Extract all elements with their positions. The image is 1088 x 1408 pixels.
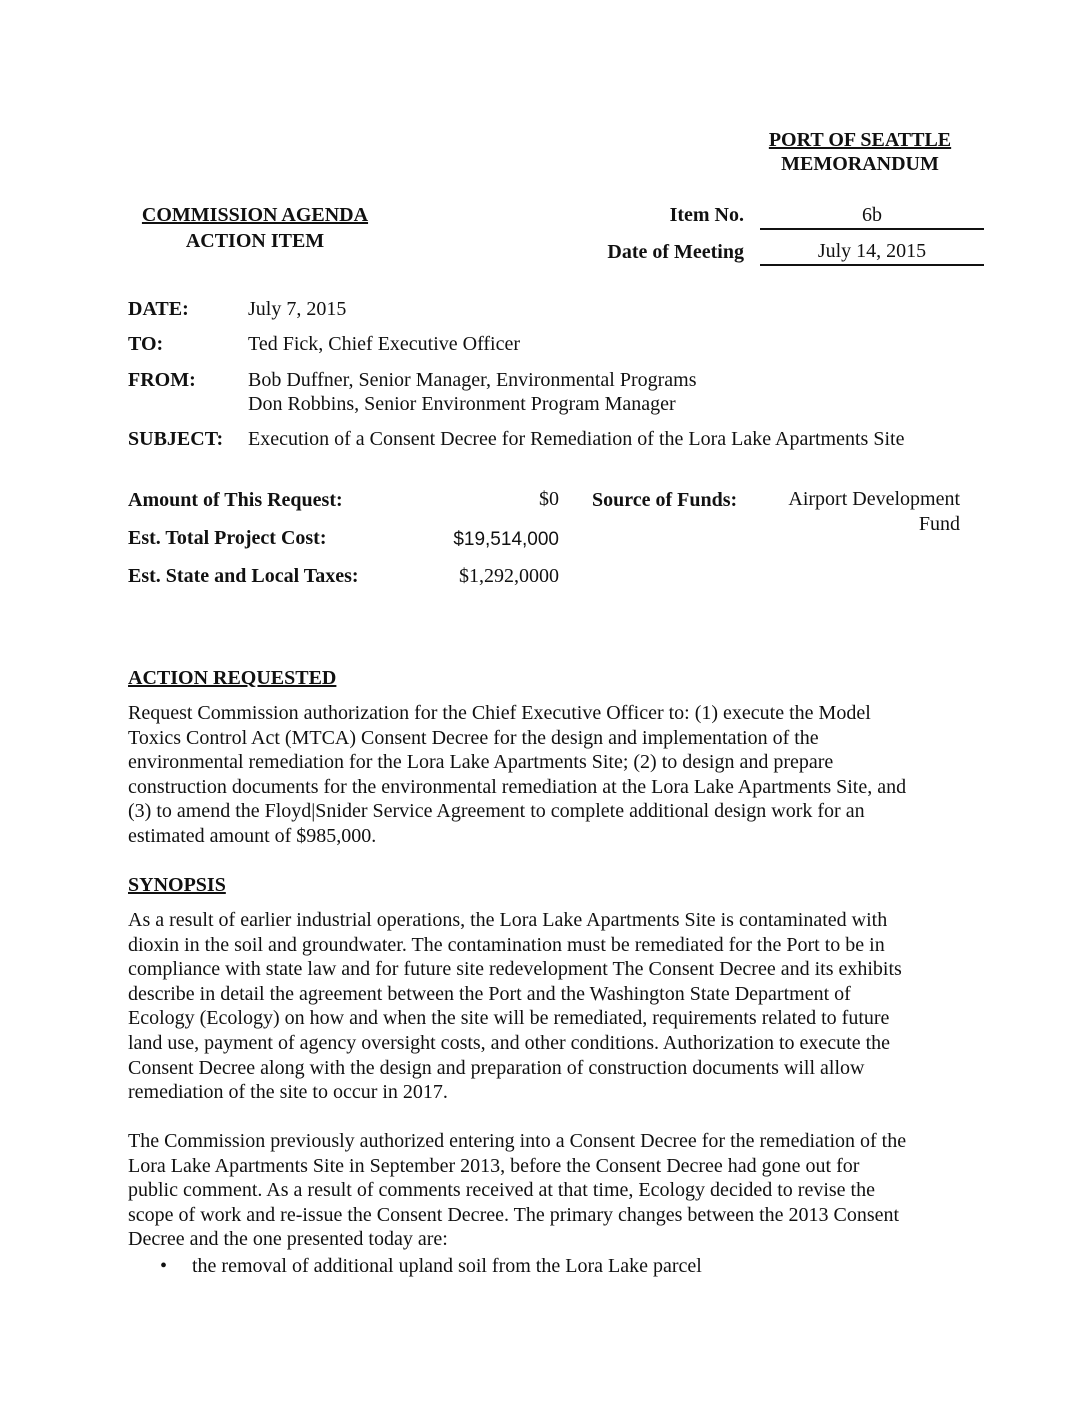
action-line: Toxics Control Act (MTCA) Consent Decree for the design and implementation of the	[128, 726, 819, 749]
meeting-date-value: July 14, 2015	[760, 240, 984, 266]
synopsis-line: As a result of earlier industrial operations, the Lora Lake Apartments Site is contaminated with	[128, 909, 888, 931]
synopsis-line: Ecology (Ecology) on how and when the site will be remediated, requirements related to future	[128, 1007, 890, 1030]
synopsis-paragraph-1	[128, 908, 960, 1105]
action-requested-heading: ACTION REQUESTED	[128, 667, 337, 689]
item-no-value: 6b	[760, 204, 984, 230]
bullet-item: • the removal of additional upland soil from the Lora Lake parcel	[128, 1254, 960, 1279]
org-name: PORT OF SEATTLE	[768, 129, 952, 151]
amount-label: Amount of This Request:	[128, 489, 343, 511]
synopsis-line: public comment. As a result of comments received at that time, Ecology decided to revise the	[128, 1179, 875, 1202]
source-of-funds-line-1: Airport Development	[788, 488, 960, 510]
from-line-1: Bob Duffner, Senior Manager, Environmental Programs	[248, 369, 697, 391]
agenda-title: COMMISSION AGENDA	[141, 204, 369, 226]
synopsis-line: describe in detail the agreement between the Port and the Washington State Department of	[128, 982, 851, 1005]
date-value: July 7, 2015	[248, 298, 347, 320]
action-line: Request Commission authorization for the Chief Executive Officer to: (1) execute the Model	[128, 702, 871, 724]
synopsis-line: scope of work and re-issue the Consent Decree. The primary changes between the 2013 Consent	[128, 1203, 900, 1226]
action-line: (3) to amend the Floyd|Snider Service Agreement to complete additional design work for an	[128, 800, 865, 823]
synopsis-line: The Commission previously authorized entering into a Consent Decree for the remediation of the	[128, 1130, 907, 1152]
taxes-value: $1,292,0000	[459, 565, 559, 587]
to-value: Ted Fick, Chief Executive Officer	[248, 333, 521, 355]
action-requested-body	[128, 701, 960, 849]
date-label: DATE:	[128, 298, 189, 320]
action-line: environmental remediation for the Lora Lake Apartments Site; (2) to design and prepare	[128, 751, 834, 774]
total-cost-label: Est. Total Project Cost:	[128, 527, 327, 549]
from-label: FROM:	[128, 369, 196, 391]
amount-value: $0	[539, 488, 559, 510]
synopsis-line: remediation of the site to occur in 2017.	[128, 1081, 448, 1104]
meeting-date-label: Date of Meeting	[607, 241, 744, 263]
total-cost-value: $19,514,000	[453, 529, 559, 550]
source-of-funds-line-2: Fund	[918, 513, 960, 535]
synopsis-line: land use, payment of agency oversight costs, and other conditions. Authorization to execute the	[128, 1031, 891, 1054]
subject-value: Execution of a Consent Decree for Remediation of the Lora Lake Apartments Site	[248, 428, 905, 450]
action-line: construction documents for the environmental remediation at the Lora Lake Apartments Site, and	[128, 775, 907, 798]
doc-type: MEMORANDUM	[781, 153, 939, 175]
synopsis-heading: SYNOPSIS	[128, 874, 226, 896]
item-no-label: Item No.	[669, 204, 744, 226]
synopsis-line: Lora Lake Apartments Site in September 2013, before the Consent Decree had gone out for	[128, 1154, 860, 1177]
agenda-subtitle: ACTION ITEM	[185, 230, 325, 252]
taxes-label: Est. State and Local Taxes:	[128, 565, 359, 587]
synopsis-bullet-list	[128, 1254, 960, 1279]
synopsis-line: compliance with state law and for future site redevelopment The Consent Decree and its exhibits	[128, 958, 902, 981]
subject-label: SUBJECT:	[128, 428, 224, 450]
synopsis-line: Decree and the one presented today are:	[128, 1228, 448, 1251]
to-label: TO:	[128, 333, 164, 355]
synopsis-line: dioxin in the soil and groundwater. The contamination must be remediated for the Port to be in	[128, 933, 885, 956]
from-line-2: Don Robbins, Senior Environment Program Manager	[248, 393, 676, 415]
source-of-funds-label: Source of Funds:	[592, 489, 738, 511]
action-line: estimated amount of $985,000.	[128, 824, 377, 847]
synopsis-line: Consent Decree along with the design and preparation of construction documents will allow	[128, 1056, 865, 1079]
synopsis-paragraph-2	[128, 1129, 960, 1252]
